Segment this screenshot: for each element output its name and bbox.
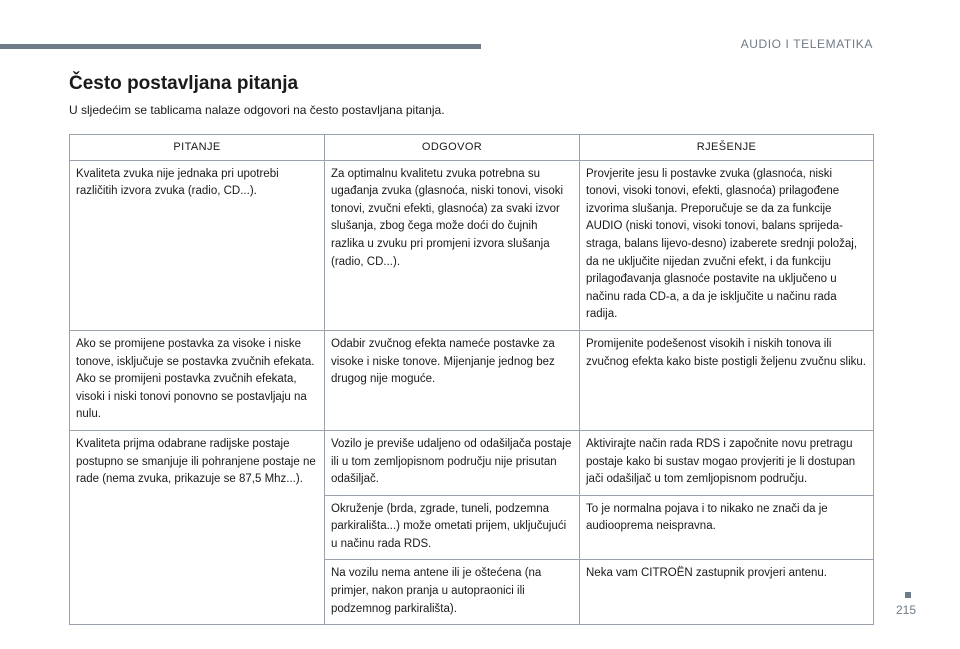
question-cell: Kvaliteta zvuka nije jednaka pri upotrebi različitih izvora zvuka (radio, CD...). <box>70 160 325 330</box>
faq-table <box>69 134 874 625</box>
question-cell: Kvaliteta prijma odabrane radijske postaje postupno se smanjuje ili pohranjene postaje ne rade (nema zvuka, prikazuje se 87,5 Mhz...). <box>70 430 325 624</box>
answer-cell: Odabir zvučnog efekta nameće postavke za visoke i niske tonove. Mijenjanje jednog bez drugog nije moguće. <box>325 330 580 430</box>
answer-cell: Vozilo je previše udaljeno od odašiljača postaje ili u tom zemljopisnom području nije prisutan odašiljač. <box>325 430 580 495</box>
answer-cell: Na vozilu nema antene ili je oštećena (na primjer, nakon pranja u autopraonici ili podzemnog parkirališta). <box>325 560 580 625</box>
table-row <box>70 160 874 330</box>
page-marker <box>905 592 911 598</box>
section-label: AUDIO I TELEMATIKA <box>740 37 873 51</box>
page-number: 215 <box>896 603 917 617</box>
table-header-row <box>70 135 874 161</box>
intro-text: U sljedećim se tablicama nalaze odgovori na često postavljana pitanja. <box>69 103 445 117</box>
solution-cell: Promijenite podešenost visokih i niskih tonova ili zvučnog efekta kako biste postigli željenu zvučnu sliku. <box>580 330 874 430</box>
solution-cell: Provjerite jesu li postavke zvuka (glasnoća, niski tonovi, visoki tonovi, efekti, glasnoća) prilagođene izvorima slušanja. Preporučuje se da za funkcije AUDIO (niski tonovi, visoki tonovi, balans sprijeda-straga, balans lijevo-desno) izaberete srednji položaj, da ne uključite nijedan zvučni efekt, i da funkciju prilagođavanja glasnoće postavite na uključeno u načinu rada CD-a, a da je isključite u načinu rada radija. <box>580 160 874 330</box>
table-row <box>70 330 874 430</box>
page-title: Često postavljana pitanja <box>69 73 299 94</box>
question-cell: Ako se promijene postavka za visoke i niske tonove, isključuje se postavka zvučnih efekata. Ako se promijeni postavka zvučnih efekata, visoki i niski tonovi ponovno se postavljaju na nulu. <box>70 330 325 430</box>
header-accent-bar <box>0 44 481 49</box>
solution-cell: Neka vam CITROËN zastupnik provjeri antenu. <box>580 560 874 625</box>
answer-cell: Okruženje (brda, zgrade, tuneli, podzemna parkirališta...) može ometati prijem, uključujući u načinu rada RDS. <box>325 495 580 560</box>
header-solution: RJEŠENJE <box>580 135 874 161</box>
header-answer: ODGOVOR <box>325 135 580 161</box>
solution-cell: To je normalna pojava i to nikako ne znači da je audiooprema neispravna. <box>580 495 874 560</box>
answer-cell: Za optimalnu kvalitetu zvuka potrebna su ugađanja zvuka (glasnoća, niski tonovi, visoki tonovi, zvučni efekti, glasnoća) za svaki izvor slušanja, zbog čega može doći do čujnih razlika u zvuku pri promjeni izvora slušanja (radio, CD...). <box>325 160 580 330</box>
header-question: PITANJE <box>70 135 325 161</box>
table-row <box>70 430 874 495</box>
solution-cell: Aktivirajte način rada RDS i započnite novu pretragu postaje kako bi sustav mogao provjeriti je li dostupan jači odašiljač u tom zemljopisnom području. <box>580 430 874 495</box>
